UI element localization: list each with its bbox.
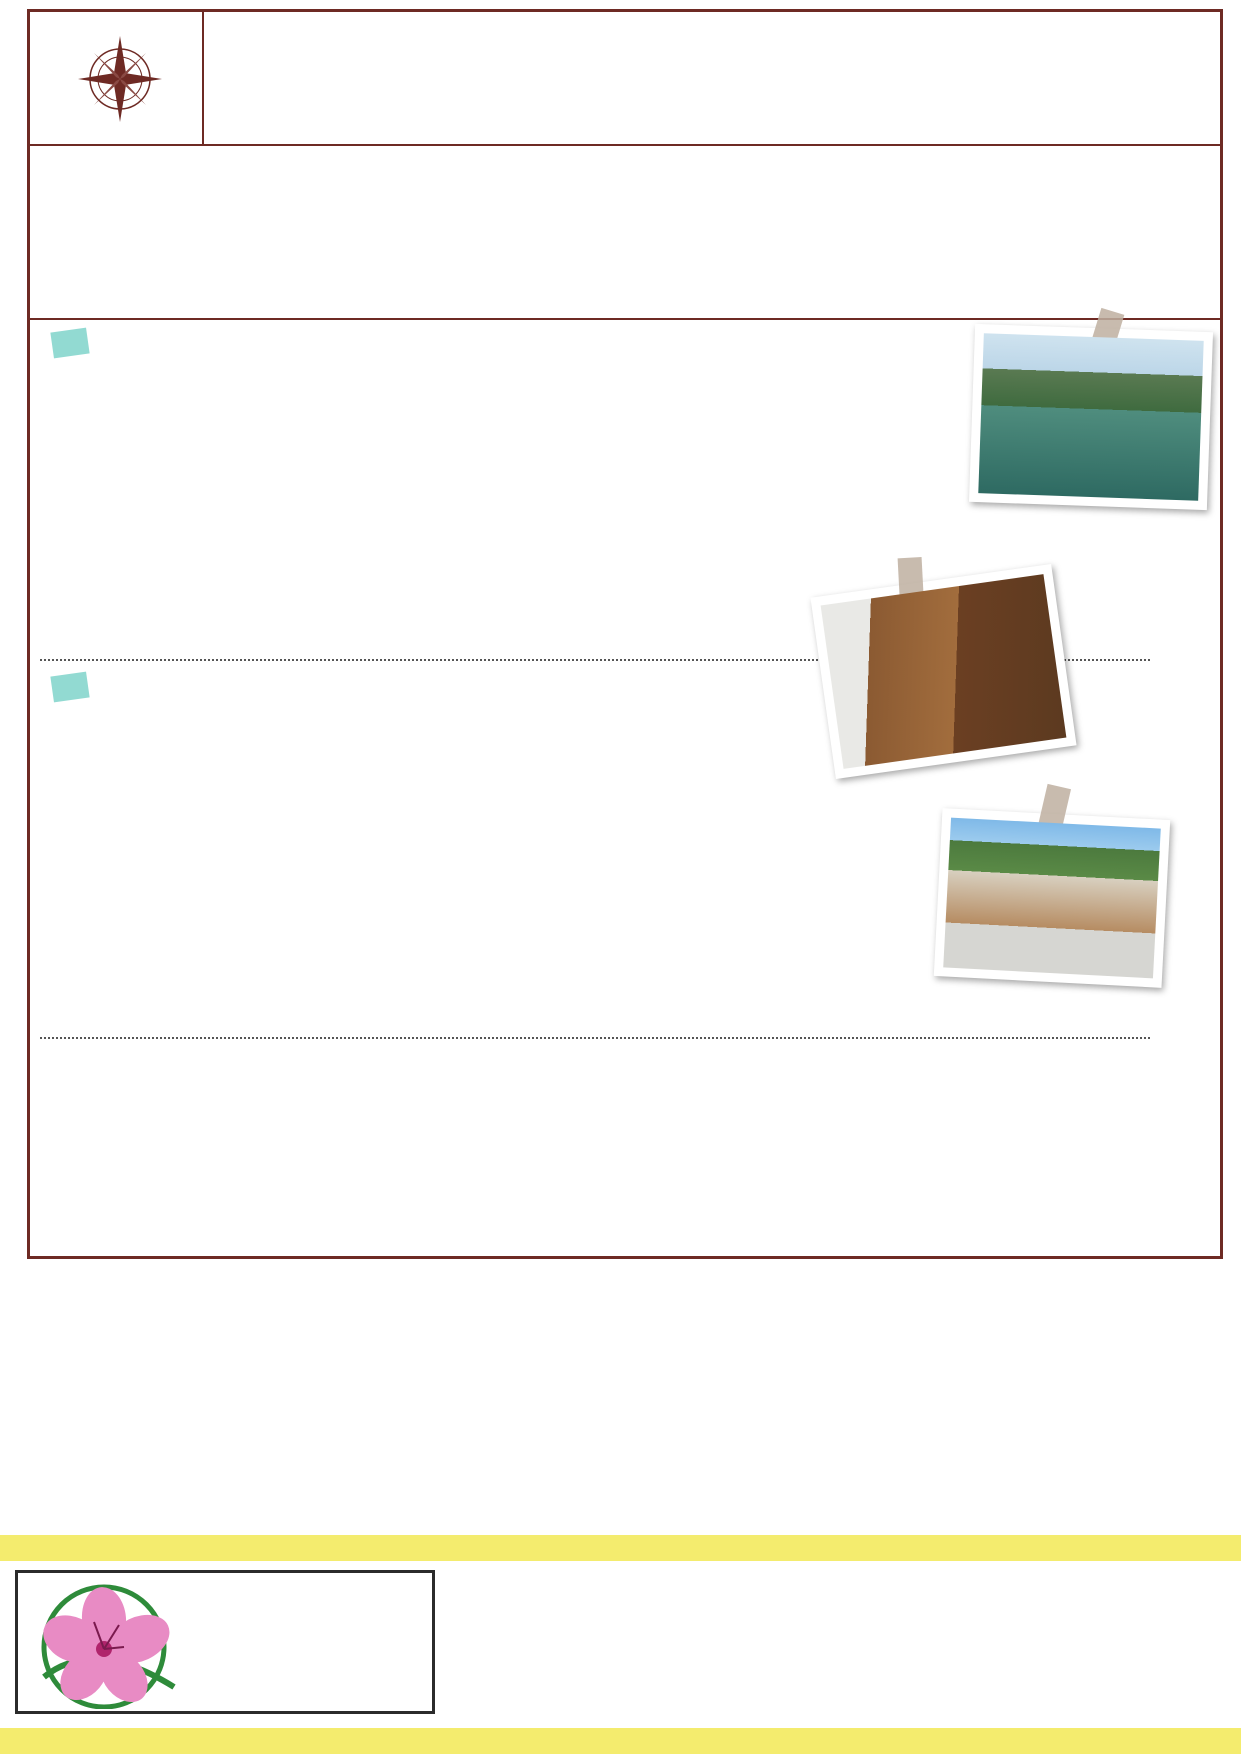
footer-band-bottom (0, 1728, 1241, 1754)
flower-logo-icon (24, 1577, 194, 1709)
lake-photo (969, 324, 1213, 510)
header-divider (202, 12, 204, 144)
info-bottom-rule (30, 318, 1220, 320)
inn-photo (810, 564, 1076, 779)
station-photo (934, 808, 1170, 988)
footer-band-top (0, 1535, 1241, 1561)
compass-icon (70, 24, 170, 134)
foundation-logo (15, 1570, 435, 1714)
header-bottom-rule (30, 144, 1220, 146)
schedule-separator (40, 1037, 1150, 1039)
